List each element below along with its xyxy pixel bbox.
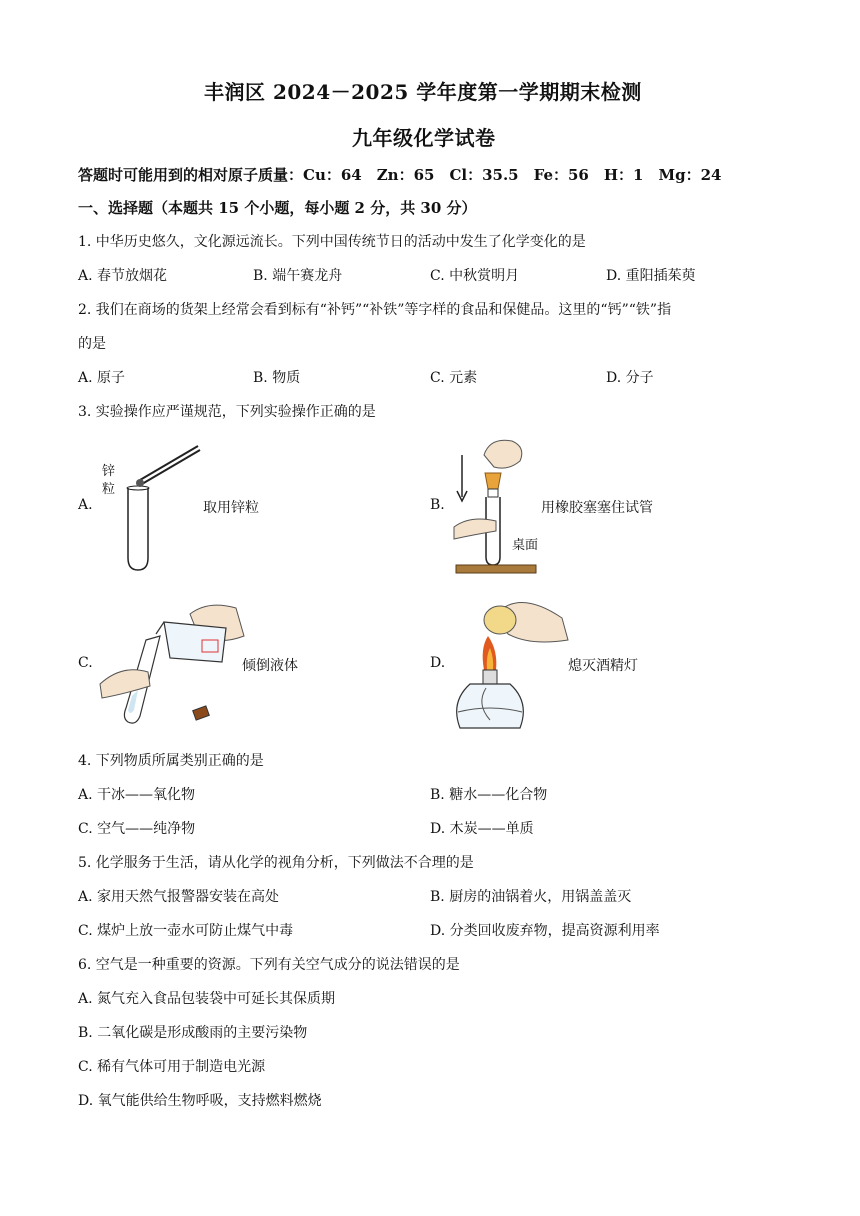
- q5-option-b: B. 厨房的油锅着火，用锅盖盖灭: [430, 889, 632, 905]
- atomic-mass-note: 答题时可能用到的相对原子质量：Cu：64 Zn：65 Cl：35.5 Fe：56 H：1 Mg：24: [78, 166, 722, 184]
- question-1-stem: 1. 中华历史悠久，文化源远流长。下列中国传统节日的活动中发生了化学变化的是: [78, 234, 586, 250]
- q4-option-a: A. 干冰——氧化物: [78, 787, 196, 803]
- q3-option-b-text: 用橡胶塞塞住试管: [541, 500, 653, 516]
- exam-title: 丰润区 2024－2025 学年度第一学期期末检测: [204, 80, 642, 104]
- q5-option-c: C. 煤炉上放一壶水可防止煤气中毒: [78, 923, 294, 939]
- q2-option-c: C. 元素: [430, 370, 478, 386]
- q6-option-d: D. 氧气能供给生物呼吸，支持燃料燃烧: [78, 1093, 322, 1109]
- q3-option-d-letter: D.: [430, 655, 446, 671]
- q6-option-c: C. 稀有气体可用于制造电光源: [78, 1059, 266, 1075]
- q3-option-c-text: 倾倒液体: [242, 658, 298, 674]
- question-3-stem: 3. 实验操作应严谨规范，下列实验操作正确的是: [78, 404, 376, 420]
- q4-option-d: D. 木炭——单质: [430, 821, 534, 837]
- question-5-stem: 5. 化学服务于生活，请从化学的视角分析，下列做法不合理的是: [78, 855, 474, 871]
- q3-a-label-granule: 粒: [102, 482, 116, 497]
- q4-option-c: C. 空气——纯净物: [78, 821, 196, 837]
- question-2-stem: 2. 我们在商场的货架上经常会看到标有“补钙”“补铁”等字样的食品和保健品。这里的“钙”“铁”指: [78, 302, 672, 318]
- section-heading: 一、选择题（本题共 15 个小题，每小题 2 分，共 30 分）: [78, 199, 477, 217]
- q5-option-a: A. 家用天然气报警器安装在高处: [78, 889, 280, 905]
- q3-c-pouring-figure: [98, 600, 258, 730]
- question-2-stem-cont: 的是: [78, 336, 106, 352]
- q1-option-b: B. 端午赛龙舟: [253, 268, 343, 284]
- q3-option-a-letter: A.: [78, 497, 93, 513]
- question-4-stem: 4. 下列物质所属类别正确的是: [78, 753, 264, 769]
- q4-option-b: B. 糖水——化合物: [430, 787, 548, 803]
- exam-subtitle: 九年级化学试卷: [352, 126, 496, 150]
- q1-option-a: A. 春节放烟花: [78, 268, 168, 284]
- q6-option-b: B. 二氧化碳是形成酸雨的主要污染物: [78, 1025, 308, 1041]
- q1-option-c: C. 中秋赏明月: [430, 268, 520, 284]
- q3-b-label-desk: 桌面: [512, 538, 539, 553]
- q6-option-a: A. 氮气充入食品包装袋中可延长其保质期: [78, 991, 336, 1007]
- q3-d-alcohol-lamp-figure: [450, 592, 570, 737]
- q2-option-d: D. 分子: [606, 370, 654, 386]
- q3-option-b-letter: B.: [430, 497, 445, 513]
- q5-option-d: D. 分类回收废弃物，提高资源利用率: [430, 923, 660, 939]
- q3-option-d-text: 熄灭酒精灯: [568, 658, 638, 674]
- q1-option-d: D. 重阳插茱萸: [606, 268, 696, 284]
- q3-a-label-zinc: 锌: [102, 464, 116, 479]
- q3-option-a-text: 取用锌粒: [203, 500, 259, 516]
- q3-option-c-letter: C.: [78, 655, 93, 671]
- q2-option-b: B. 物质: [253, 370, 301, 386]
- question-6-stem: 6. 空气是一种重要的资源。下列有关空气成分的说法错误的是: [78, 957, 460, 973]
- q3-b-stopper-figure: [450, 435, 540, 575]
- q2-option-a: A. 原子: [78, 370, 126, 386]
- q3-a-tweezers-figure: [120, 440, 210, 575]
